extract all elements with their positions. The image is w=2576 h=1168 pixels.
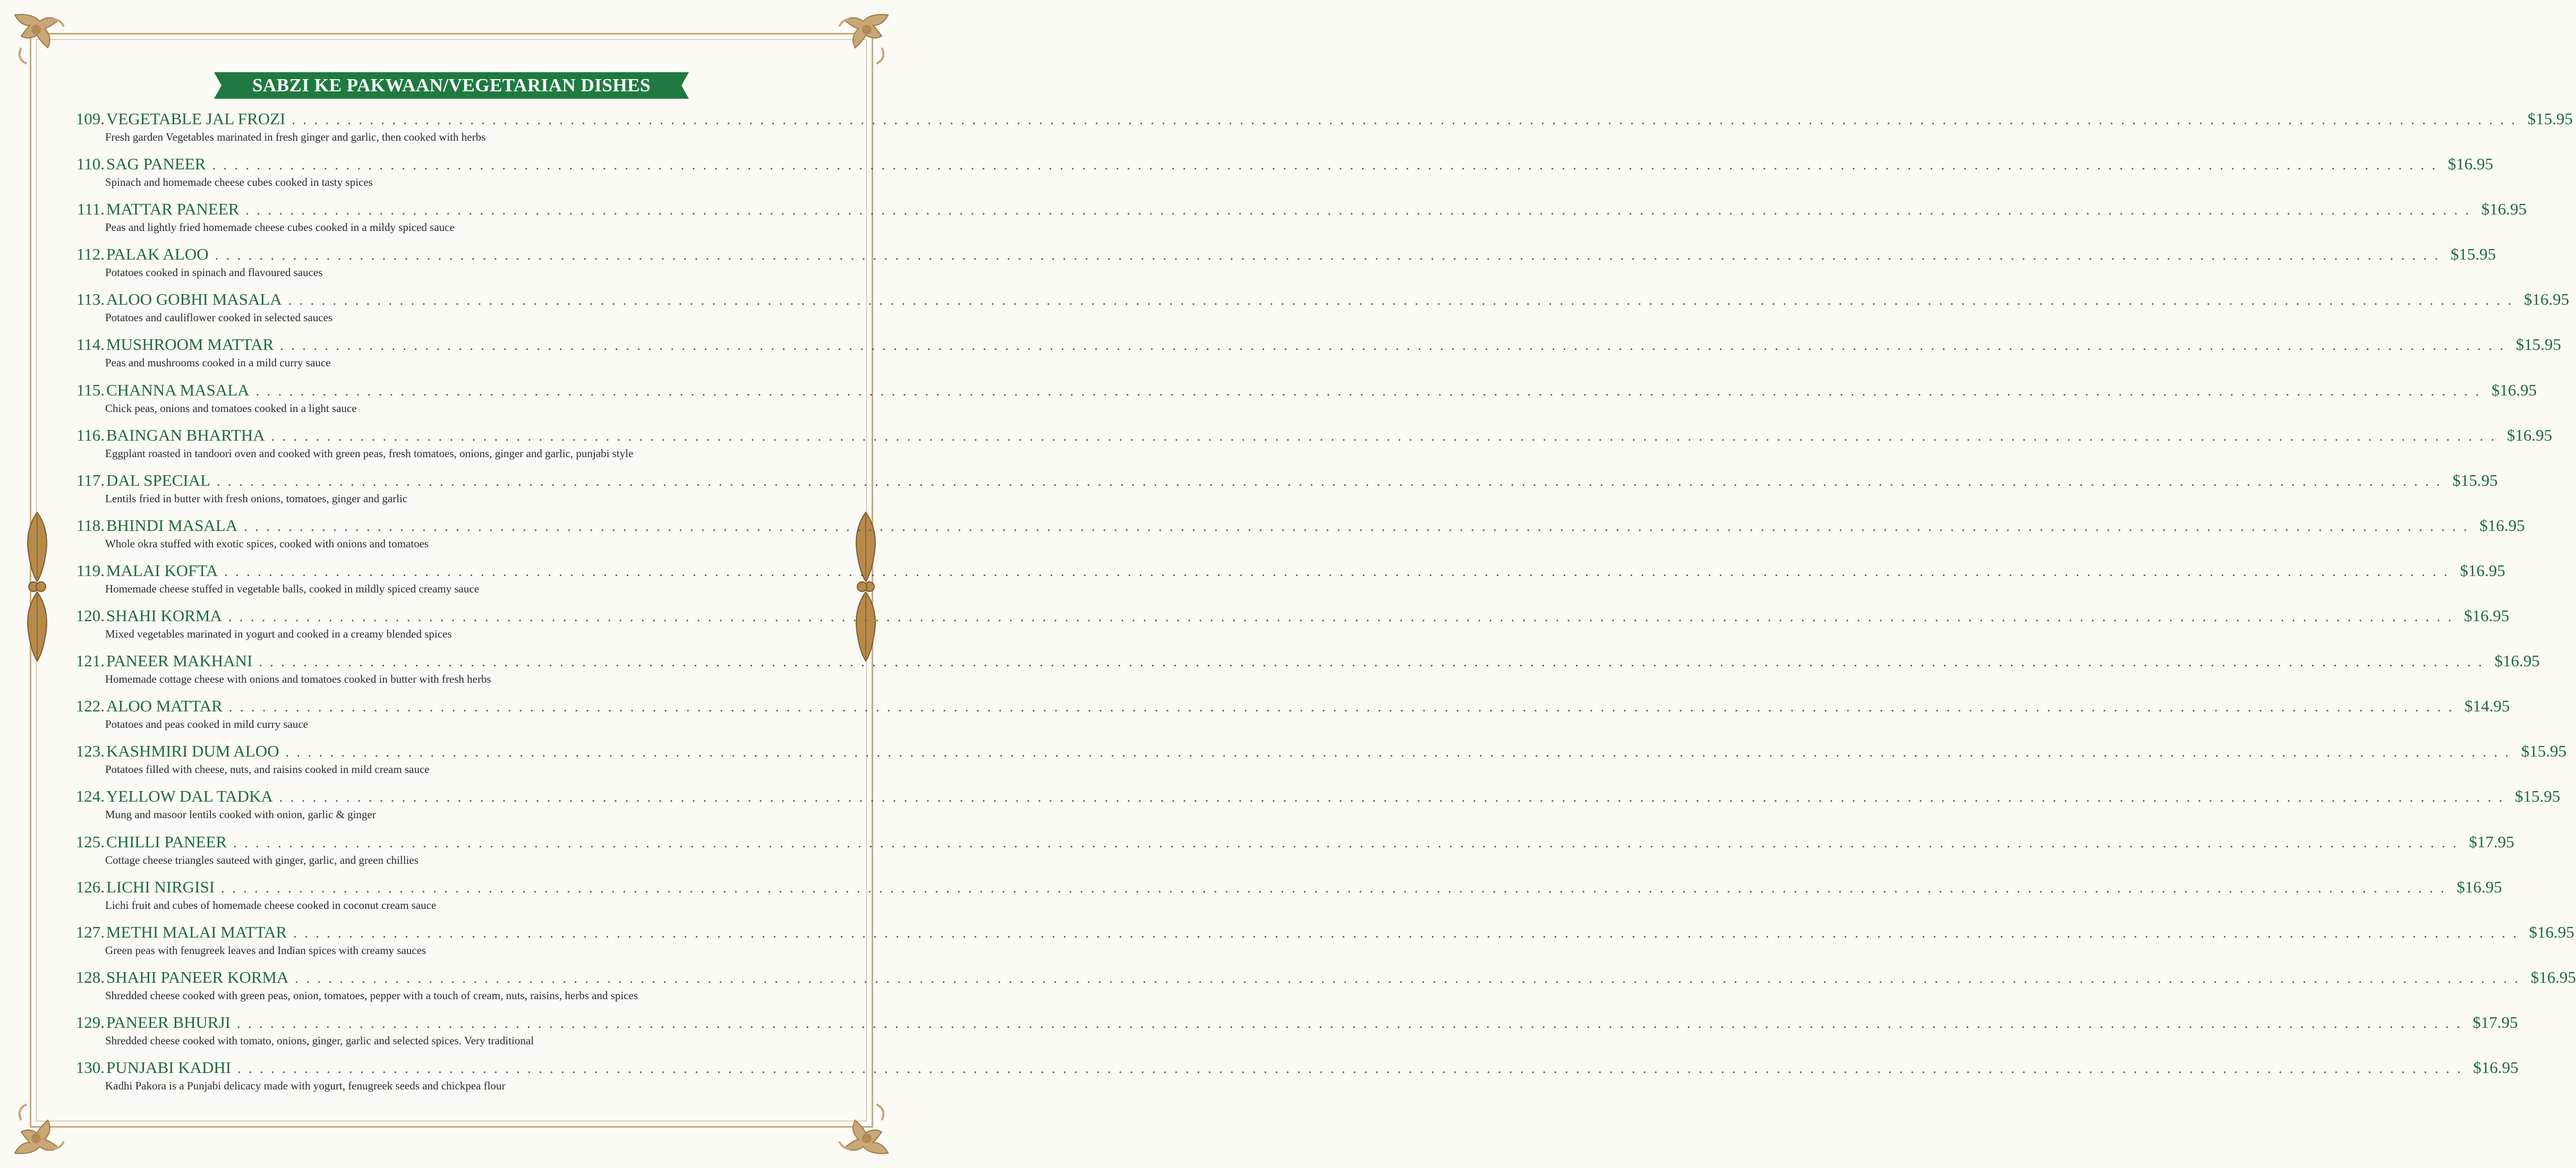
- item-name: BAINGAN BHARTHA: [106, 425, 265, 444]
- dot-leader: . . . . . . . . . . . . . . . . . . . . . . . . . . . . . . . . . . . . . . . . . . . . . . . . . . . . . . . . . . . . . . . . . . . . . . . . . . . . . . . . . . . . . . . . . . . . . . . . . . . . . . . . . . . . . . . . . . . . . . . . . . . . . . . . . . . . . . . . . . . . . . . . . . . . . . . . . . . . . . . . . . . . . . . . . . . . . . . . . . . . . . . . . . . . . . . . . . . . . . . .: [244, 518, 2469, 534]
- item-price: $16.95: [2447, 154, 2493, 174]
- item-description: Fresh garden Vegetables marinated in fresh ginger and garlic, then cooked with herbs: [105, 131, 486, 143]
- dot-leader: . . . . . . . . . . . . . . . . . . . . . . . . . . . . . . . . . . . . . . . . . . . . . . . . . . . . . . . . . . . . . . . . . . . . . . . . . . . . . . . . . . . . . . . . . . . . . . . . . . . . . . . . . . . . . . . . . . . . . . . . . . . . . . . . . . . . . . . . . . . . . . . . . . . . . . . . . . . . . . . . . . . . . . . . . . . . . . . . . . . . . . . . . . . . . . . . . . . . . . . .: [295, 970, 2520, 986]
- item-description: Mixed vegetables marinated in yogurt and cooked in a creamy blended spices: [105, 628, 452, 641]
- item-name: PANEER MAKHANI: [106, 651, 253, 671]
- item-name: MATTAR PANEER: [106, 200, 240, 219]
- item-price: $15.95: [2452, 470, 2498, 489]
- item-name: BHINDI MASALA: [106, 516, 238, 535]
- item-name: METHI MALAI MATTAR: [106, 922, 287, 941]
- item-name: PANEER BHURJI: [106, 1012, 231, 1032]
- dot-leader: . . . . . . . . . . . . . . . . . . . . . . . . . . . . . . . . . . . . . . . . . . . . . . . . . . . . . . . . . . . . . . . . . . . . . . . . . . . . . . . . . . . . . . . . . . . . . . . . . . . . . . . . . . . . . . . . . . . . . . . . . . . . . . . . . . . . . . . . . . . . . . . . . . . . . . . . . . . . . . . . . . . . . . . . . . . . . . . . . . . . . . . . . . . . . . . . . . . . . . . .: [221, 880, 2446, 896]
- dot-leader: . . . . . . . . . . . . . . . . . . . . . . . . . . . . . . . . . . . . . . . . . . . . . . . . . . . . . . . . . . . . . . . . . . . . . . . . . . . . . . . . . . . . . . . . . . . . . . . . . . . . . . . . . . . . . . . . . . . . . . . . . . . . . . . . . . . . . . . . . . . . . . . . . . . . . . . . . . . . . . . . . . . . . . . . . . . . . . . . . . . . . . . . . . . . . . . . . . . . . . . .: [217, 473, 2442, 489]
- item-description: Mung and masoor lentils cooked with onion, garlic & ginger: [105, 808, 376, 821]
- item-name: PALAK ALOO: [106, 245, 209, 264]
- item-price: $15.95: [2450, 245, 2496, 264]
- menu-item: [69, 199, 2527, 244]
- corner-ornament-icon: [11, 11, 69, 69]
- item-price: $16.95: [2473, 1058, 2519, 1077]
- dot-leader: . . . . . . . . . . . . . . . . . . . . . . . . . . . . . . . . . . . . . . . . . . . . . . . . . . . . . . . . . . . . . . . . . . . . . . . . . . . . . . . . . . . . . . . . . . . . . . . . . . . . . . . . . . . . . . . . . . . . . . . . . . . . . . . . . . . . . . . . . . . . . . . . . . . . . . . . . . . . . . . . . . . . . . . . . . . . . . . . . . . . . . . . . . . . . . . . . . . . . . . .: [279, 789, 2505, 805]
- menu-item: [69, 606, 2510, 651]
- menu-item: [69, 922, 2574, 967]
- item-number: 113.: [76, 290, 105, 309]
- item-description: Lichi fruit and cubes of homemade cheese cooked in coconut cream sauce: [105, 898, 437, 912]
- menu-item: [69, 244, 2496, 289]
- item-price: $14.95: [2464, 697, 2510, 716]
- item-description: Whole okra stuffed with exotic spices, cooked with onions and tomatoes: [105, 537, 429, 550]
- item-number: 123.: [75, 742, 105, 761]
- item-price: $16.95: [2530, 967, 2576, 986]
- item-name: SAG PANEER: [106, 154, 206, 174]
- item-price: $16.95: [2523, 290, 2570, 309]
- menu-item: [69, 289, 2570, 334]
- item-description: Shredded cheese cooked with tomato, onions, ginger, garlic and selected spices. Very traditional: [105, 1034, 534, 1047]
- dot-leader: . . . . . . . . . . . . . . . . . . . . . . . . . . . . . . . . . . . . . . . . . . . . . . . . . . . . . . . . . . . . . . . . . . . . . . . . . . . . . . . . . . . . . . . . . . . . . . . . . . . . . . . . . . . . . . . . . . . . . . . . . . . . . . . . . . . . . . . . . . . . . . . . . . . . . . . . . . . . . . . . . . . . . . . . . . . . . . . . . . . . . . . . . . . . . . . . . . . . . . . .: [259, 654, 2484, 670]
- item-number: 120.: [75, 606, 105, 625]
- item-number: 121.: [75, 651, 105, 671]
- menu-item: [69, 561, 2505, 606]
- menu-item: [69, 109, 2573, 154]
- item-price: $15.95: [2527, 109, 2573, 128]
- item-description: Potatoes and cauliflower cooked in selected sauces: [105, 311, 333, 324]
- item-description: Spinach and homemade cheese cubes cooked in tasty spices: [105, 176, 373, 189]
- dot-leader: . . . . . . . . . . . . . . . . . . . . . . . . . . . . . . . . . . . . . . . . . . . . . . . . . . . . . . . . . . . . . . . . . . . . . . . . . . . . . . . . . . . . . . . . . . . . . . . . . . . . . . . . . . . . . . . . . . . . . . . . . . . . . . . . . . . . . . . . . . . . . . . . . . . . . . . . . . . . . . . . . . . . . . . . . . . . . . . . . . . . . . . . . . . . . . . . . . . . . . . .: [228, 609, 2454, 625]
- item-number: 124.: [75, 787, 105, 806]
- item-number: 126.: [75, 877, 105, 896]
- item-name: CHILLI PANEER: [106, 832, 227, 851]
- corner-ornament-icon: [834, 11, 892, 69]
- item-price: $16.95: [2506, 425, 2553, 444]
- corner-ornament-icon: [834, 1099, 892, 1157]
- item-description: Potatoes and peas cooked in mild curry sauce: [105, 718, 308, 731]
- section-title: SABZI KE PAKWAAN/VEGETARIAN DISHES: [252, 75, 651, 96]
- item-price: $15.95: [2515, 335, 2561, 354]
- side-leaf-ornament-icon: [19, 510, 56, 664]
- menu-item: [69, 1058, 2519, 1103]
- item-description: Homemade cheese stuffed in vegetable balls, cooked in mildly spiced creamy sauce: [105, 582, 480, 595]
- dot-leader: . . . . . . . . . . . . . . . . . . . . . . . . . . . . . . . . . . . . . . . . . . . . . . . . . . . . . . . . . . . . . . . . . . . . . . . . . . . . . . . . . . . . . . . . . . . . . . . . . . . . . . . . . . . . . . . . . . . . . . . . . . . . . . . . . . . . . . . . . . . . . . . . . . . . . . . . . . . . . . . . . . . . . . . . . . . . . . . . . . . . . . . . . . . . . . . . . . . . . . . .: [215, 247, 2441, 263]
- item-name: SHAHI KORMA: [106, 606, 222, 625]
- item-number: 127.: [75, 922, 105, 941]
- item-name: VEGETABLE JAL FROZI: [106, 109, 286, 128]
- menu-item: [69, 832, 2514, 877]
- item-number: 112.: [76, 245, 105, 264]
- menu-item: [69, 154, 2493, 199]
- item-description: Kadhi Pakora is a Punjabi delicacy made with yogurt, fenugreek seeds and chickpea flour: [105, 1079, 506, 1092]
- item-name: CHANNA MASALA: [106, 380, 250, 399]
- item-number: 116.: [76, 425, 105, 444]
- item-name: ALOO MATTAR: [106, 697, 223, 716]
- item-number: 119.: [76, 561, 105, 580]
- item-description: Peas and mushrooms cooked in a mild curry sauce: [105, 356, 331, 370]
- menu-item: [69, 741, 2567, 786]
- item-price: $17.95: [2469, 832, 2514, 851]
- dot-leader: . . . . . . . . . . . . . . . . . . . . . . . . . . . . . . . . . . . . . . . . . . . . . . . . . . . . . . . . . . . . . . . . . . . . . . . . . . . . . . . . . . . . . . . . . . . . . . . . . . . . . . . . . . . . . . . . . . . . . . . . . . . . . . . . . . . . . . . . . . . . . . . . . . . . . . . . . . . . . . . . . . . . . . . . . . . . . . . . . . . . . . . . . . . . . . . . . . . . . . . .: [237, 1060, 2463, 1076]
- item-number: 122.: [75, 697, 105, 716]
- menu-item: [69, 470, 2498, 516]
- item-number: 125.: [75, 832, 105, 851]
- menu-item: [69, 334, 2561, 380]
- item-number: 130.: [75, 1058, 105, 1077]
- menu-item: [69, 786, 2561, 831]
- dot-leader: . . . . . . . . . . . . . . . . . . . . . . . . . . . . . . . . . . . . . . . . . . . . . . . . . . . . . . . . . . . . . . . . . . . . . . . . . . . . . . . . . . . . . . . . . . . . . . . . . . . . . . . . . . . . . . . . . . . . . . . . . . . . . . . . . . . . . . . . . . . . . . . . . . . . . . . . . . . . . . . . . . . . . . . . . . . . . . . . . . . . . . . . . . . . . . . . . . . . . . . .: [228, 699, 2454, 715]
- item-number: 128.: [75, 967, 105, 986]
- dot-leader: . . . . . . . . . . . . . . . . . . . . . . . . . . . . . . . . . . . . . . . . . . . . . . . . . . . . . . . . . . . . . . . . . . . . . . . . . . . . . . . . . . . . . . . . . . . . . . . . . . . . . . . . . . . . . . . . . . . . . . . . . . . . . . . . . . . . . . . . . . . . . . . . . . . . . . . . . . . . . . . . . . . . . . . . . . . . . . . . . . . . . . . . . . . . . . . . . . . . . . . .: [280, 338, 2505, 354]
- item-name: YELLOW DAL TADKA: [106, 787, 273, 806]
- item-description: Shredded cheese cooked with green peas, onion, tomatoes, pepper with a touch of cream, nuts, raisins, herbs and spices: [105, 989, 638, 1002]
- item-name: MALAI KOFTA: [106, 561, 218, 580]
- item-number: 114.: [76, 335, 105, 354]
- item-price: $15.95: [2521, 742, 2567, 761]
- menu-item: [69, 651, 2540, 696]
- item-number: 129.: [75, 1012, 105, 1032]
- item-number: 109.: [75, 109, 105, 128]
- item-number: 115.: [76, 380, 105, 399]
- menu-item: [69, 696, 2510, 741]
- item-description: Chick peas, onions and tomatoes cooked in a light sauce: [105, 401, 357, 415]
- item-price: $17.95: [2472, 1012, 2518, 1032]
- item-name: LICHI NIRGISI: [106, 877, 215, 896]
- menu-item: [69, 1012, 2518, 1058]
- item-description: Lentils fried in butter with fresh onions, tomatoes, ginger and garlic: [105, 492, 408, 505]
- item-number: 111.: [77, 200, 105, 219]
- item-price: $16.95: [2464, 606, 2510, 625]
- item-price: $15.95: [2515, 787, 2561, 806]
- item-description: Peas and lightly fried homemade cheese cubes cooked in a mildy spiced sauce: [105, 221, 455, 234]
- dot-leader: . . . . . . . . . . . . . . . . . . . . . . . . . . . . . . . . . . . . . . . . . . . . . . . . . . . . . . . . . . . . . . . . . . . . . . . . . . . . . . . . . . . . . . . . . . . . . . . . . . . . . . . . . . . . . . . . . . . . . . . . . . . . . . . . . . . . . . . . . . . . . . . . . . . . . . . . . . . . . . . . . . . . . . . . . . . . . . . . . . . . . . . . . . . . . . . . . . . . . . . .: [236, 1015, 2462, 1031]
- dot-leader: . . . . . . . . . . . . . . . . . . . . . . . . . . . . . . . . . . . . . . . . . . . . . . . . . . . . . . . . . . . . . . . . . . . . . . . . . . . . . . . . . . . . . . . . . . . . . . . . . . . . . . . . . . . . . . . . . . . . . . . . . . . . . . . . . . . . . . . . . . . . . . . . . . . . . . . . . . . . . . . . . . . . . . . . . . . . . . . . . . . . . . . . . . . . . . . . . . . . . . . .: [271, 428, 2497, 444]
- item-name: MUSHROOM MATTAR: [106, 335, 274, 354]
- dot-leader: . . . . . . . . . . . . . . . . . . . . . . . . . . . . . . . . . . . . . . . . . . . . . . . . . . . . . . . . . . . . . . . . . . . . . . . . . . . . . . . . . . . . . . . . . . . . . . . . . . . . . . . . . . . . . . . . . . . . . . . . . . . . . . . . . . . . . . . . . . . . . . . . . . . . . . . . . . . . . . . . . . . . . . . . . . . . . . . . . . . . . . . . . . . . . . . . . . . . . . . .: [292, 112, 2517, 127]
- menu-item: [69, 380, 2537, 425]
- item-description: Green peas with fenugreek leaves and Indian spices with creamy sauces: [105, 943, 427, 957]
- item-description: Homemade cottage cheese with onions and tomatoes cooked in butter with fresh herbs: [105, 673, 491, 686]
- corner-ornament-icon: [11, 1099, 69, 1157]
- item-number: 117.: [76, 470, 105, 489]
- section-title-banner: [214, 72, 689, 99]
- item-name: KASHMIRI DUM ALOO: [106, 742, 279, 761]
- item-price: $16.95: [2479, 516, 2525, 535]
- dot-leader: . . . . . . . . . . . . . . . . . . . . . . . . . . . . . . . . . . . . . . . . . . . . . . . . . . . . . . . . . . . . . . . . . . . . . . . . . . . . . . . . . . . . . . . . . . . . . . . . . . . . . . . . . . . . . . . . . . . . . . . . . . . . . . . . . . . . . . . . . . . . . . . . . . . . . . . . . . . . . . . . . . . . . . . . . . . . . . . . . . . . . . . . . . . . . . . . . . . . . . . .: [293, 925, 2519, 941]
- item-name: SHAHI PANEER KORMA: [106, 967, 289, 986]
- dot-leader: . . . . . . . . . . . . . . . . . . . . . . . . . . . . . . . . . . . . . . . . . . . . . . . . . . . . . . . . . . . . . . . . . . . . . . . . . . . . . . . . . . . . . . . . . . . . . . . . . . . . . . . . . . . . . . . . . . . . . . . . . . . . . . . . . . . . . . . . . . . . . . . . . . . . . . . . . . . . . . . . . . . . . . . . . . . . . . . . . . . . . . . . . . . . . . . . . . . . . . . .: [255, 383, 2481, 399]
- item-number: 118.: [76, 516, 105, 535]
- menu-item: [69, 425, 2553, 470]
- item-price: $16.95: [2491, 380, 2537, 399]
- menu-item: [69, 967, 2576, 1012]
- item-name: ALOO GOBHI MASALA: [106, 290, 282, 309]
- dot-leader: . . . . . . . . . . . . . . . . . . . . . . . . . . . . . . . . . . . . . . . . . . . . . . . . . . . . . . . . . . . . . . . . . . . . . . . . . . . . . . . . . . . . . . . . . . . . . . . . . . . . . . . . . . . . . . . . . . . . . . . . . . . . . . . . . . . . . . . . . . . . . . . . . . . . . . . . . . . . . . . . . . . . . . . . . . . . . . . . . . . . . . . . . . . . . . . . . . . . . . . .: [288, 293, 2514, 308]
- dot-leader: . . . . . . . . . . . . . . . . . . . . . . . . . . . . . . . . . . . . . . . . . . . . . . . . . . . . . . . . . . . . . . . . . . . . . . . . . . . . . . . . . . . . . . . . . . . . . . . . . . . . . . . . . . . . . . . . . . . . . . . . . . . . . . . . . . . . . . . . . . . . . . . . . . . . . . . . . . . . . . . . . . . . . . . . . . . . . . . . . . . . . . . . . . . . . . . . . . . . . . . .: [212, 157, 2437, 173]
- item-name: PUNJABI KADHI: [106, 1058, 232, 1077]
- dot-leader: . . . . . . . . . . . . . . . . . . . . . . . . . . . . . . . . . . . . . . . . . . . . . . . . . . . . . . . . . . . . . . . . . . . . . . . . . . . . . . . . . . . . . . . . . . . . . . . . . . . . . . . . . . . . . . . . . . . . . . . . . . . . . . . . . . . . . . . . . . . . . . . . . . . . . . . . . . . . . . . . . . . . . . . . . . . . . . . . . . . . . . . . . . . . . . . . . . . . . . . .: [285, 744, 2511, 760]
- menu-item: [69, 516, 2525, 561]
- item-description: Cottage cheese triangles sauteed with ginger, garlic, and green chillies: [105, 853, 419, 866]
- item-number: 110.: [76, 154, 105, 174]
- item-price: $16.95: [2529, 922, 2574, 941]
- menu-list: [69, 109, 2576, 1103]
- menu-item: [69, 877, 2502, 922]
- dot-leader: . . . . . . . . . . . . . . . . . . . . . . . . . . . . . . . . . . . . . . . . . . . . . . . . . . . . . . . . . . . . . . . . . . . . . . . . . . . . . . . . . . . . . . . . . . . . . . . . . . . . . . . . . . . . . . . . . . . . . . . . . . . . . . . . . . . . . . . . . . . . . . . . . . . . . . . . . . . . . . . . . . . . . . . . . . . . . . . . . . . . . . . . . . . . . . . . . . . . . . . .: [233, 835, 2459, 851]
- item-description: Potatoes filled with cheese, nuts, and raisins cooked in mild cream sauce: [105, 763, 430, 776]
- item-name: DAL SPECIAL: [106, 470, 211, 489]
- item-price: $16.95: [2481, 200, 2527, 219]
- item-price: $16.95: [2460, 561, 2505, 580]
- item-price: $16.95: [2494, 651, 2540, 671]
- dot-leader: . . . . . . . . . . . . . . . . . . . . . . . . . . . . . . . . . . . . . . . . . . . . . . . . . . . . . . . . . . . . . . . . . . . . . . . . . . . . . . . . . . . . . . . . . . . . . . . . . . . . . . . . . . . . . . . . . . . . . . . . . . . . . . . . . . . . . . . . . . . . . . . . . . . . . . . . . . . . . . . . . . . . . . . . . . . . . . . . . . . . . . . . . . . . . . . . . . . . . . . .: [224, 563, 2450, 579]
- item-description: Eggplant roasted in tandoori oven and cooked with green peas, fresh tomatoes, onions, ginger and garlic, punjabi style: [105, 446, 634, 460]
- item-description: Potatoes cooked in spinach and flavoured sauces: [105, 266, 323, 279]
- item-price: $16.95: [2456, 877, 2502, 896]
- dot-leader: . . . . . . . . . . . . . . . . . . . . . . . . . . . . . . . . . . . . . . . . . . . . . . . . . . . . . . . . . . . . . . . . . . . . . . . . . . . . . . . . . . . . . . . . . . . . . . . . . . . . . . . . . . . . . . . . . . . . . . . . . . . . . . . . . . . . . . . . . . . . . . . . . . . . . . . . . . . . . . . . . . . . . . . . . . . . . . . . . . . . . . . . . . . . . . . . . . . . . . . .: [245, 202, 2471, 218]
